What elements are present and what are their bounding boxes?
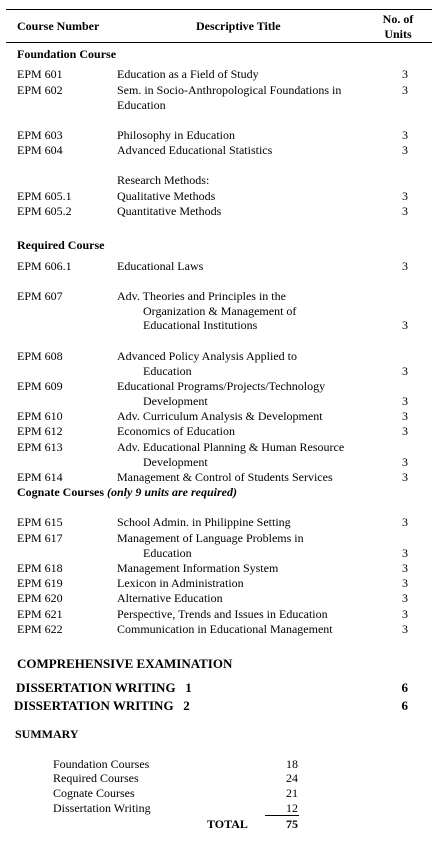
course-code: EPM 606.1 [17, 259, 72, 273]
summary-label: Cognate Courses [53, 786, 135, 800]
dissertation-units-1: 6 [401, 680, 408, 695]
summary-heading: SUMMARY [15, 727, 79, 741]
header-descriptive-title: Descriptive Title [196, 19, 281, 33]
course-title: Economics of Education [117, 424, 235, 438]
course-title: Advanced Policy Analysis Applied to [117, 349, 297, 363]
course-title-cont: Development [143, 455, 208, 469]
summary-label: Required Courses [53, 771, 139, 785]
course-code: EPM 619 [17, 576, 63, 590]
course-code: EPM 605.1 [17, 189, 72, 203]
course-title: Adv. Educational Planning & Human Resource [117, 440, 345, 454]
course-code: EPM 617 [17, 531, 63, 545]
header-units: Units [384, 27, 412, 41]
course-units: 3 [402, 455, 408, 469]
summary-total-value: 75 [286, 817, 298, 831]
course-title: Perspective, Trends and Issues in Education [117, 607, 328, 621]
course-units: 3 [402, 591, 408, 605]
course-code: EPM 607 [17, 289, 63, 303]
summary-value: 24 [286, 771, 298, 785]
course-title: Advanced Educational Statistics [117, 143, 273, 157]
course-title: Management of Language Problems in [117, 531, 304, 545]
course-title: Communication in Educational Management [117, 622, 333, 636]
dissertation-writing-2: DISSERTATION WRITING 2 [14, 698, 190, 713]
course-title: Alternative Education [117, 591, 223, 605]
course-code: EPM 602 [17, 83, 63, 97]
course-units: 3 [402, 394, 408, 408]
course-code: EPM 618 [17, 561, 63, 575]
course-code: EPM 604 [17, 143, 63, 157]
course-units: 3 [402, 67, 408, 81]
course-units: 3 [402, 364, 408, 378]
course-code: EPM 603 [17, 128, 63, 142]
course-code: EPM 605.2 [17, 204, 72, 218]
course-title: Management & Control of Students Services [117, 470, 333, 484]
header-top-rule [6, 9, 432, 10]
dissertation-units-2: 6 [401, 698, 408, 713]
course-title: Adv. Theories and Principles in the [117, 289, 286, 303]
course-units: 3 [402, 607, 408, 621]
course-code: EPM 609 [17, 379, 63, 393]
summary-value: 12 [286, 801, 298, 815]
course-units: 3 [402, 561, 408, 575]
course-units: 3 [402, 83, 408, 97]
summary-sum-rule [265, 815, 299, 816]
header-course-number: Course Number [17, 19, 100, 33]
course-title-cont: Organization & Management of [143, 304, 297, 318]
cognate-heading-text: Cognate Courses [17, 485, 104, 499]
course-title: Educational Laws [117, 259, 204, 273]
course-units: 3 [402, 409, 408, 423]
course-units: 3 [402, 204, 408, 218]
summary-total-label: TOTAL [207, 817, 248, 831]
course-code: EPM 612 [17, 424, 63, 438]
summary-label: Dissertation Writing [53, 801, 151, 815]
dissertation-writing-1: DISSERTATION WRITING 1 [16, 680, 192, 695]
course-title-cont: Educational Institutions [143, 318, 258, 332]
course-code: EPM 601 [17, 67, 63, 81]
header-bottom-rule [6, 42, 432, 43]
course-units: 3 [402, 189, 408, 203]
course-title: Philosophy in Education [117, 128, 235, 142]
course-code: EPM 620 [17, 591, 63, 605]
section-heading-cognate [17, 485, 237, 500]
course-title: Education as a Field of Study [117, 67, 259, 81]
course-units: 3 [402, 128, 408, 142]
course-title-cont: Education [143, 546, 192, 560]
course-code: EPM 610 [17, 409, 63, 423]
section-heading-foundation: Foundation Course [17, 47, 117, 61]
section-heading-required: Required Course [17, 238, 105, 252]
course-title: Educational Programs/Projects/Technology [117, 379, 326, 393]
course-units: 3 [402, 622, 408, 636]
course-units: 3 [402, 546, 408, 560]
course-title: Lexicon in Administration [117, 576, 244, 590]
course-title: Qualitative Methods [117, 189, 216, 203]
course-title: Quantitative Methods [117, 204, 222, 218]
course-code: EPM 608 [17, 349, 63, 363]
course-title-cont: Education [143, 364, 192, 378]
course-title: Adv. Curriculum Analysis & Development [117, 409, 323, 423]
course-units: 3 [402, 424, 408, 438]
summary-value: 21 [286, 786, 298, 800]
comprehensive-examination: COMPREHENSIVE EXAMINATION [17, 656, 233, 671]
course-title: Sem. in Socio-Anthropological Foundations in [117, 83, 342, 97]
course-units: 3 [402, 318, 408, 332]
course-code: EPM 614 [17, 470, 63, 484]
course-code: EPM 613 [17, 440, 63, 454]
course-title: Management Information System [117, 561, 279, 575]
course-code: EPM 622 [17, 622, 63, 636]
course-units: 3 [402, 576, 408, 590]
cognate-note: (only 9 units are required) [107, 485, 238, 499]
course-units: 3 [402, 259, 408, 273]
course-code: EPM 615 [17, 515, 63, 529]
summary-label: Foundation Courses [53, 757, 150, 771]
course-units: 3 [402, 143, 408, 157]
research-methods-label: Research Methods: [117, 173, 210, 187]
course-title-cont: Development [143, 394, 208, 408]
course-code: EPM 621 [17, 607, 63, 621]
header-no-of: No. of [382, 12, 414, 26]
course-title-cont: Education [117, 98, 166, 112]
summary-value: 18 [286, 757, 298, 771]
course-title: School Admin. in Philippine Setting [117, 515, 291, 529]
course-units: 3 [402, 515, 408, 529]
course-units: 3 [402, 470, 408, 484]
